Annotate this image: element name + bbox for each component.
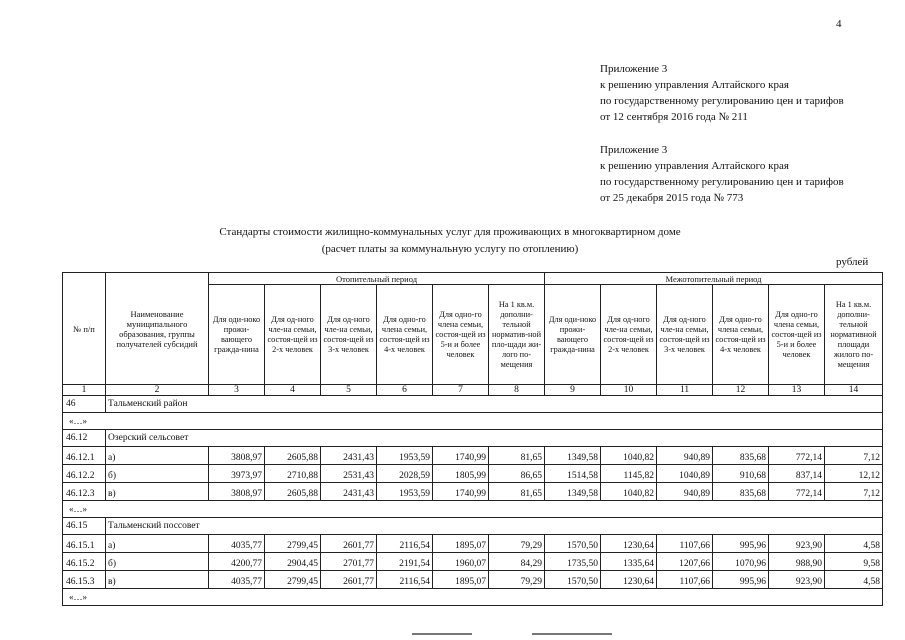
table-row	[63, 483, 883, 501]
row-label: а)	[106, 535, 209, 553]
ellipsis-cell: «…»	[63, 589, 883, 606]
district-name: Тальменский район	[106, 396, 883, 413]
value-cell: 2431,43	[321, 483, 377, 501]
tariff-table	[62, 272, 883, 606]
annex-line: к решению управления Алтайского края	[600, 160, 789, 172]
value-cell: 3973,97	[209, 465, 265, 483]
column-number: 10	[601, 385, 657, 396]
annex-line: от 12 сентября 2016 года № 211	[600, 111, 748, 123]
annex-line: Приложение 3	[600, 63, 668, 75]
value-cell: 835,68	[713, 483, 769, 501]
value-cell: 3808,97	[209, 483, 265, 501]
value-cell: 2531,43	[321, 465, 377, 483]
value-cell: 2028,59	[377, 465, 433, 483]
value-cell: 1040,89	[657, 465, 713, 483]
column-number: 8	[489, 385, 545, 396]
settlement-row	[63, 518, 883, 535]
value-cell: 837,14	[769, 465, 825, 483]
value-cell: 1070,96	[713, 553, 769, 571]
value-cell: 7,12	[825, 447, 883, 465]
value-cell: 1040,82	[601, 447, 657, 465]
annex-line: от 25 декабря 2015 года № 773	[600, 192, 744, 204]
subheader-cell: Для одно-го члена семьи, состоя-щей из 4-х человек	[377, 285, 433, 385]
value-cell: 1230,64	[601, 535, 657, 553]
value-cell: 79,29	[489, 535, 545, 553]
district-code: 46	[63, 396, 106, 413]
value-cell: 1570,50	[545, 535, 601, 553]
subheader-cell: Для одно-го члена семьи, состоя-щей из 4-х человек	[713, 285, 769, 385]
value-cell: 3808,97	[209, 447, 265, 465]
annex-line: Приложение 3	[600, 144, 668, 156]
value-cell: 2605,88	[265, 483, 321, 501]
value-cell: 1895,07	[433, 571, 489, 589]
subheader-cell: На 1 кв.м. дополни-тельной норматив-ной пло-щади жи-лого по-мещения	[489, 285, 545, 385]
row-code: 46.12.3	[63, 483, 106, 501]
table-row	[63, 571, 883, 589]
subheader-cell: Для од-ного чле-на семьи, состоя-щей из 2-х человек	[265, 285, 321, 385]
row-label: в)	[106, 483, 209, 501]
column-number: 7	[433, 385, 489, 396]
value-cell: 1230,64	[601, 571, 657, 589]
column-number: 4	[265, 385, 321, 396]
value-cell: 940,89	[657, 483, 713, 501]
value-cell: 81,65	[489, 483, 545, 501]
row-code: 46.15.3	[63, 571, 106, 589]
value-cell: 940,89	[657, 447, 713, 465]
row-code: 46.12.1	[63, 447, 106, 465]
header-name: Наименование муниципального образования, группы получателей субсидий	[106, 273, 209, 385]
column-number: 2	[106, 385, 209, 396]
column-number: 12	[713, 385, 769, 396]
value-cell: 2710,88	[265, 465, 321, 483]
value-cell: 4035,77	[209, 535, 265, 553]
value-cell: 79,29	[489, 571, 545, 589]
annex-line: по государственному регулированию цен и тарифов	[600, 95, 844, 107]
value-cell: 1349,58	[545, 483, 601, 501]
value-cell: 2799,45	[265, 571, 321, 589]
settlement-name: Озерский сельсовет	[106, 430, 883, 447]
value-cell: 2431,43	[321, 447, 377, 465]
value-cell: 2116,54	[377, 571, 433, 589]
value-cell: 4,58	[825, 571, 883, 589]
row-label: б)	[106, 465, 209, 483]
header-num: № п/п	[63, 273, 106, 385]
district-row	[63, 396, 883, 413]
value-cell: 1953,59	[377, 483, 433, 501]
subheader-cell: Для од-ного чле-на семьи, состоя-щей из 2-х человек	[601, 285, 657, 385]
value-cell: 1335,64	[601, 553, 657, 571]
value-cell: 988,90	[769, 553, 825, 571]
annex-line: по государственному регулированию цен и тарифов	[600, 176, 844, 188]
column-number: 3	[209, 385, 265, 396]
currency-unit: рублей	[836, 256, 869, 268]
value-cell: 1570,50	[545, 571, 601, 589]
column-number: 11	[657, 385, 713, 396]
value-cell: 1349,58	[545, 447, 601, 465]
ellipsis-row	[63, 501, 883, 518]
column-number: 14	[825, 385, 883, 396]
value-cell: 2116,54	[377, 535, 433, 553]
value-cell: 84,29	[489, 553, 545, 571]
value-cell: 1145,82	[601, 465, 657, 483]
value-cell: 4,58	[825, 535, 883, 553]
subheader-cell: На 1 кв.м. дополни-тельной нормативной площади жилого по-мещения	[825, 285, 883, 385]
value-cell: 1735,50	[545, 553, 601, 571]
value-cell: 2605,88	[265, 447, 321, 465]
subheader-cell: Для одно-го члена семьи, состоя-щей из 5-и и более человек	[433, 285, 489, 385]
value-cell: 1740,99	[433, 483, 489, 501]
annex-block-1	[600, 61, 844, 125]
value-cell: 1805,99	[433, 465, 489, 483]
ellipsis-cell: «…»	[63, 501, 883, 518]
value-cell: 910,68	[713, 465, 769, 483]
header-heating-period: Отопительный период	[209, 273, 545, 285]
row-code: 46.12.2	[63, 465, 106, 483]
settlement-code: 46.12	[63, 430, 106, 447]
value-cell: 1514,58	[545, 465, 601, 483]
value-cell: 1107,66	[657, 535, 713, 553]
settlement-row	[63, 430, 883, 447]
settlement-name: Тальменский поссовет	[106, 518, 883, 535]
settlement-code: 46.15	[63, 518, 106, 535]
row-label: б)	[106, 553, 209, 571]
value-cell: 1207,66	[657, 553, 713, 571]
value-cell: 1740,99	[433, 447, 489, 465]
value-cell: 2701,77	[321, 553, 377, 571]
value-cell: 7,12	[825, 483, 883, 501]
value-cell: 1107,66	[657, 571, 713, 589]
column-number: 5	[321, 385, 377, 396]
value-cell: 1040,82	[601, 483, 657, 501]
value-cell: 2904,45	[265, 553, 321, 571]
value-cell: 9,58	[825, 553, 883, 571]
table-row	[63, 447, 883, 465]
column-number: 9	[545, 385, 601, 396]
row-label: а)	[106, 447, 209, 465]
document-title: Стандарты стоимости жилищно-коммунальных услуг для проживающих в многоквартирном доме	[219, 226, 681, 238]
value-cell: 1953,59	[377, 447, 433, 465]
value-cell: 1895,07	[433, 535, 489, 553]
column-number: 1	[63, 385, 106, 396]
value-cell: 995,96	[713, 535, 769, 553]
row-label: в)	[106, 571, 209, 589]
ellipsis-cell: «…»	[63, 413, 883, 430]
annex-line: к решению управления Алтайского края	[600, 79, 789, 91]
subheader-cell: Для оди-ноко прожи-вающего гражда-нина	[545, 285, 601, 385]
value-cell: 12,12	[825, 465, 883, 483]
column-number: 13	[769, 385, 825, 396]
value-cell: 86,65	[489, 465, 545, 483]
row-code: 46.15.2	[63, 553, 106, 571]
document-subtitle: (расчет платы за коммунальную услугу по отоплению)	[321, 243, 579, 255]
value-cell: 923,90	[769, 535, 825, 553]
column-number: 6	[377, 385, 433, 396]
column-number-row	[63, 385, 883, 396]
row-code: 46.15.1	[63, 535, 106, 553]
scan-artifact	[532, 633, 612, 635]
subheader-cell: Для од-ного чле-на семьи, состоя-щей из 3-х человек	[657, 285, 713, 385]
annex-block-2	[600, 142, 844, 206]
value-cell: 1960,07	[433, 553, 489, 571]
scan-artifact	[412, 633, 472, 635]
ellipsis-row	[63, 413, 883, 430]
value-cell: 835,68	[713, 447, 769, 465]
subheader-cell: Для оди-ноко прожи-вающего гражда-нина	[209, 285, 265, 385]
table-row	[63, 535, 883, 553]
value-cell: 2191,54	[377, 553, 433, 571]
subheader-cell: Для одно-го члена семьи, состоя-щей из 5-и и более человек	[769, 285, 825, 385]
header-interheating-period: Межотопительный период	[545, 273, 883, 285]
table-row	[63, 465, 883, 483]
ellipsis-row	[63, 589, 883, 606]
value-cell: 2601,77	[321, 535, 377, 553]
value-cell: 995,96	[713, 571, 769, 589]
subheader-cell: Для од-ного чле-на семьи, состоя-щей из 3-х человек	[321, 285, 377, 385]
value-cell: 2601,77	[321, 571, 377, 589]
value-cell: 4035,77	[209, 571, 265, 589]
value-cell: 81,65	[489, 447, 545, 465]
value-cell: 772,14	[769, 447, 825, 465]
value-cell: 2799,45	[265, 535, 321, 553]
table-row	[63, 553, 883, 571]
page-number: 4	[836, 18, 842, 30]
value-cell: 923,90	[769, 571, 825, 589]
value-cell: 772,14	[769, 483, 825, 501]
value-cell: 4200,77	[209, 553, 265, 571]
